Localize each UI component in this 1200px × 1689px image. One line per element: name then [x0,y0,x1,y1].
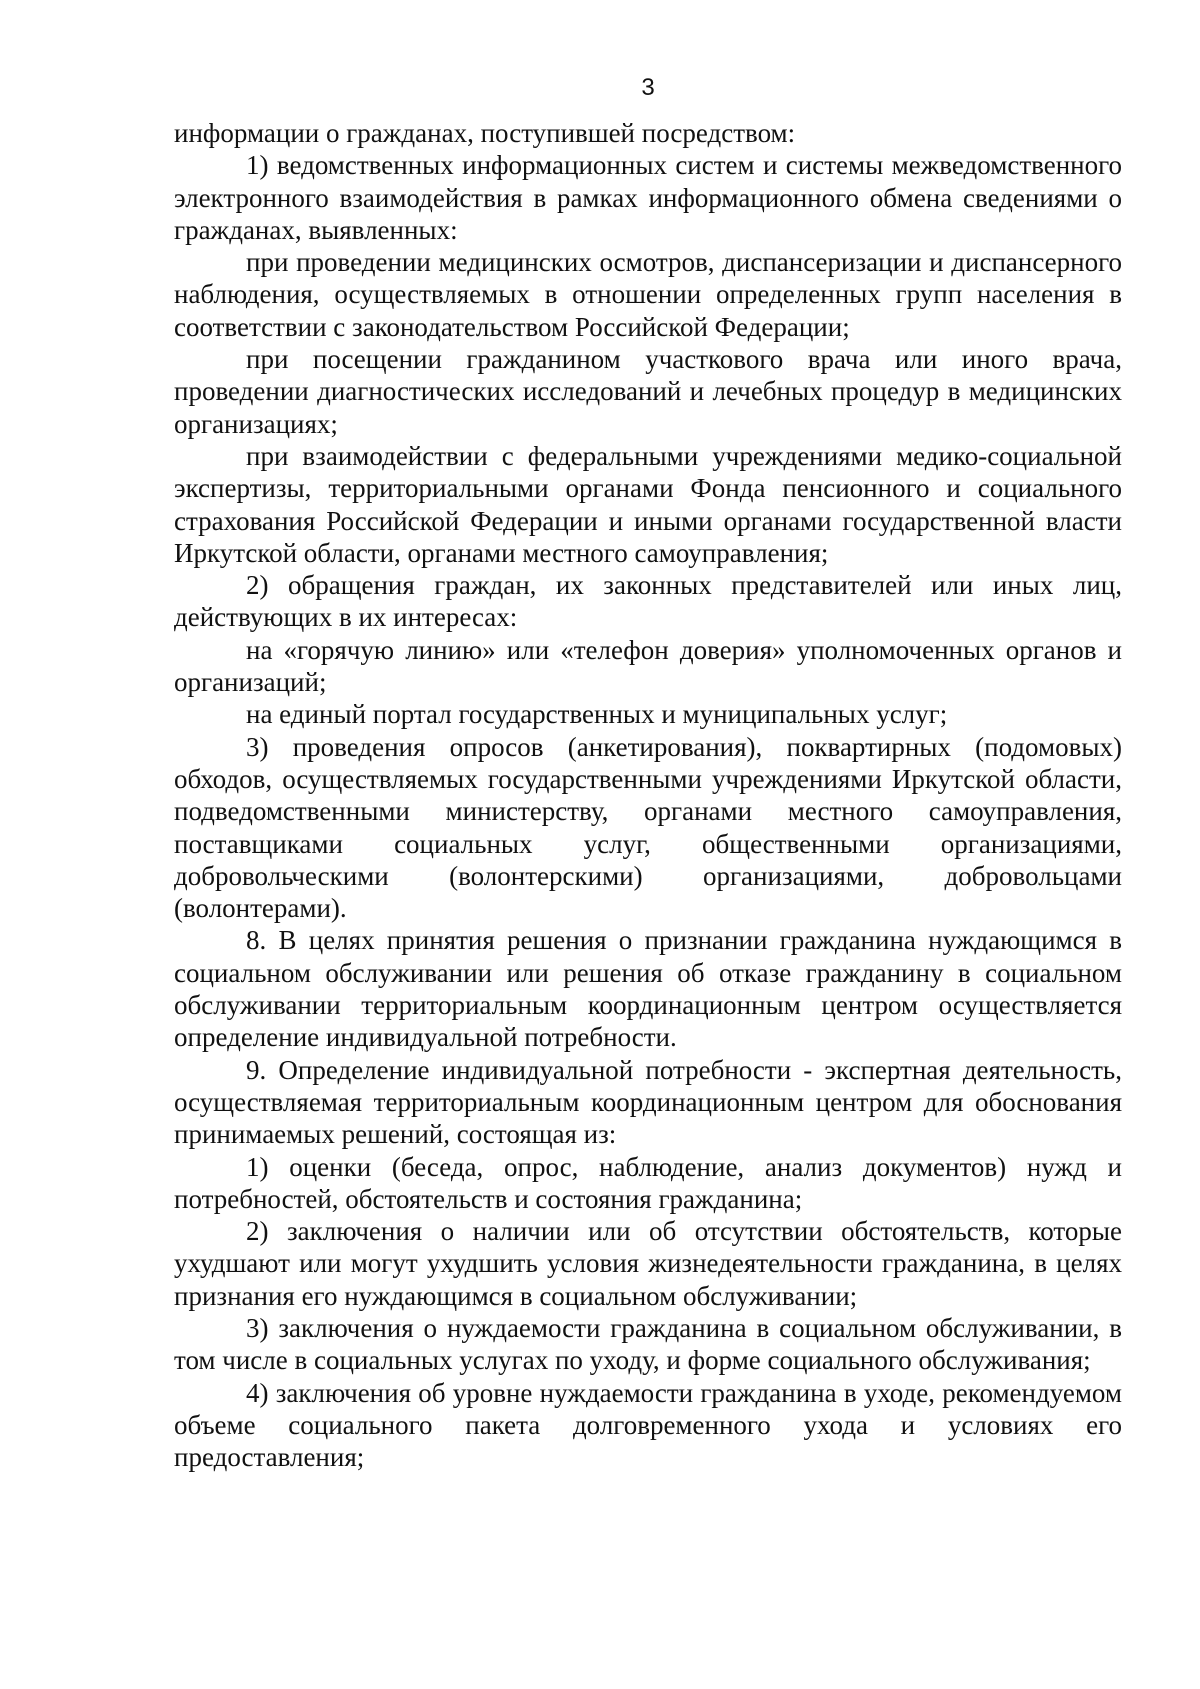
paragraph: при посещении гражданином участкового врача или иного врача, проведении диагностических исследований и лечебных процедур в медицинских организациях; [174,344,1122,439]
paragraph: 8. В целях принятия решения о признании гражданина нуждающимся в социальном обслуживании или решения об отказе гражданину в социальном обслуживании территориальным координационным центром осуществляется определение индивидуальной потребности. [174,925,1122,1053]
paragraph: 2) обращения граждан, их законных представителей или иных лиц, действующих в их интересах: [174,570,1122,633]
paragraph: информации о гражданах, поступившей посредством: [174,118,796,148]
page-number: 3 [641,74,655,101]
paragraph: на «горячую линию» или «телефон доверия» уполномоченных органов и организаций; [174,634,1122,698]
paragraph: 3) заключения о нуждаемости гражданина в социальном обслуживании, в том числе в социальных услугах по уходу, и форме социального обслуживания; [174,1312,1122,1376]
paragraph: 1) оценки (беседа, опрос, наблюдение, анализ документов) нужд и потребностей, обстоятельств и состояния гражданина; [174,1151,1122,1214]
paragraph: на единый портал государственных и муниципальных услуг; [246,699,948,730]
paragraph: 4) заключения об уровне нуждаемости гражданина в уходе, рекомендуемом объеме социального пакета долговременного ухода и условиях его предоставления; [174,1377,1122,1473]
paragraph: 1) ведомственных информационных систем и системы межведомственного электронного взаимодействия в рамках информационного обмена сведениями о гражданах, выявленных: [174,150,1122,245]
paragraph: при взаимодействии с федеральными учреждениями медико-социальной экспертизы, территориальными органами Фонда пенсионного и социального страхования Российской Федерации и иными органами государственной власти Иркутской области, органами местного самоуправления; [174,440,1122,568]
paragraph: 2) заключения о наличии или об отсутствии обстоятельств, которые ухудшают или могут ухудшить условия жизнедеятельности гражданина, в целях признания его нуждающимся в социальном обслуживании; [174,1216,1122,1311]
paragraph: при проведении медицинских осмотров, диспансеризации и диспансерного наблюдения, осуществляемых в отношении определенных групп населения в соответствии с законодательством Российской Федерации; [174,247,1122,342]
document-body [174,117,1122,1473]
paragraph: 3) проведения опросов (анкетирования), поквартирных (подомовых) обходов, осуществляемых государственными учреждениями Иркутской области, подведомственными министерству, органами местного самоуправления, поставщиками социальных услуг, общественными организациями, добровольческими (волонтерскими) организациями, добровольцами (волонтерами). [174,731,1122,924]
paragraph: 9. Определение индивидуальной потребности - экспертная деятельность, осуществляемая территориальным координационным центром для обоснования принимаемых решений, состоящая из: [174,1054,1122,1150]
